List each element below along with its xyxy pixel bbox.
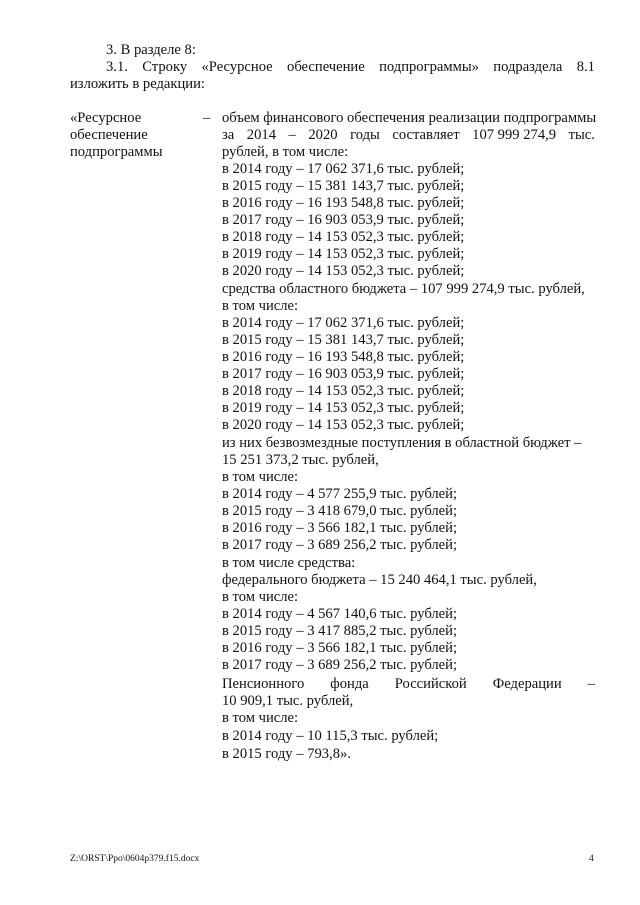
word: составляет [392, 127, 460, 143]
year-line: в 2015 году – 793,8». [222, 746, 351, 762]
year-line: в 2020 году – 14 153 052,3 тыс. рублей; [222, 417, 465, 433]
left-label-line: подпрограммы [70, 144, 163, 160]
word: – [288, 127, 296, 143]
year-line: в 2020 году – 14 153 052,3 тыс. рублей; [222, 263, 465, 279]
word: Пенсионного [222, 676, 305, 692]
intro-word: Строку [142, 59, 188, 75]
intro-word: «Ресурсное [201, 59, 273, 75]
year-line: в 2017 году – 3 689 256,2 тыс. рублей; [222, 537, 458, 553]
left-label-line: обеспечение [70, 127, 148, 143]
word: тыс. [568, 127, 595, 143]
year-line: в 2018 году – 14 153 052,3 тыс. рублей; [222, 229, 465, 245]
year-line: в 2015 году – 3 417 885,2 тыс. рублей; [222, 623, 458, 639]
year-line: в 2017 году – 16 903 053,9 тыс. рублей; [222, 212, 465, 228]
year-line: в 2019 году – 14 153 052,3 тыс. рублей; [222, 400, 465, 416]
year-line: в 2014 году – 4 567 140,6 тыс. рублей; [222, 606, 458, 622]
federal-total: федерального бюджета – 15 240 464,1 тыс. рублей, [222, 572, 537, 588]
including-text: в том числе: [222, 298, 299, 314]
intro-word: подраздела [493, 59, 563, 75]
year-line: в 2018 году – 14 153 052,3 тыс. рублей; [222, 383, 465, 399]
word: 2014 [246, 127, 276, 143]
including-funds-text: в том числе средства: [222, 555, 356, 571]
grants-amount: 15 251 373,2 тыс. рублей, [222, 452, 379, 468]
word: Федерации [492, 676, 562, 692]
pension-amount: 10 909,1 тыс. рублей, [222, 693, 354, 709]
year-line: в 2017 году – 3 689 256,2 тыс. рублей; [222, 657, 458, 673]
word: 107 999 274,9 [472, 127, 557, 143]
including-text: в том числе: [222, 589, 299, 605]
year-line: в 2015 году – 15 381 143,7 тыс. рублей; [222, 178, 465, 194]
year-line: в 2019 году – 14 153 052,3 тыс. рублей; [222, 246, 465, 262]
intro-word: обеспечение [287, 59, 365, 75]
financing-text-justified [222, 126, 595, 144]
word: годы [350, 127, 380, 143]
left-label-line: «Ресурсное [70, 110, 142, 126]
financing-text: объем финансового обеспечения реализации подпрограммы [222, 110, 597, 126]
year-line: в 2014 году – 17 062 371,6 тыс. рублей; [222, 161, 465, 177]
intro-word: 8.1 [576, 59, 595, 75]
regional-total: средства областного бюджета – 107 999 274,9 тыс. рублей, [222, 281, 585, 297]
including-text: в том числе: [222, 469, 299, 485]
intro-line-1 [106, 58, 595, 76]
pension-fund-line [222, 675, 595, 693]
year-line: в 2014 году – 17 062 371,6 тыс. рублей; [222, 315, 465, 331]
year-line: в 2016 году – 3 566 182,1 тыс. рублей; [222, 640, 458, 656]
file-path: Z:\ORST\Ppo\0604p379.f15.docx [70, 854, 200, 864]
financing-text: рублей, в том числе: [222, 144, 349, 160]
year-line: в 2016 году – 3 566 182,1 тыс. рублей; [222, 520, 458, 536]
year-line: в 2014 году – 10 115,3 тыс. рублей; [222, 728, 439, 744]
word: фонда [330, 676, 369, 692]
year-line: в 2016 году – 16 193 548,8 тыс. рублей; [222, 349, 465, 365]
year-line: в 2017 году – 16 903 053,9 тыс. рублей; [222, 366, 465, 382]
page-number: 4 [589, 854, 594, 864]
word: Российской [394, 676, 467, 692]
year-line: в 2015 году – 15 381 143,7 тыс. рублей; [222, 332, 465, 348]
section-heading: 3. В разделе 8: [106, 42, 196, 58]
year-line: в 2016 году – 16 193 548,8 тыс. рублей; [222, 195, 465, 211]
intro-word: 3.1. [106, 59, 128, 75]
intro-line-2: изложить в редакции: [70, 76, 205, 92]
dash-separator: – [203, 110, 211, 126]
grants-text: из них безвозмездные поступления в областной бюджет – [222, 435, 582, 451]
word: – [587, 676, 595, 692]
year-line: в 2014 году – 4 577 255,9 тыс. рублей; [222, 486, 458, 502]
year-line: в 2015 году – 3 418 679,0 тыс. рублей; [222, 503, 458, 519]
word: за [222, 127, 235, 143]
word: 2020 [308, 127, 338, 143]
including-text: в том числе: [222, 710, 299, 726]
intro-word: подпрограммы» [379, 59, 479, 75]
